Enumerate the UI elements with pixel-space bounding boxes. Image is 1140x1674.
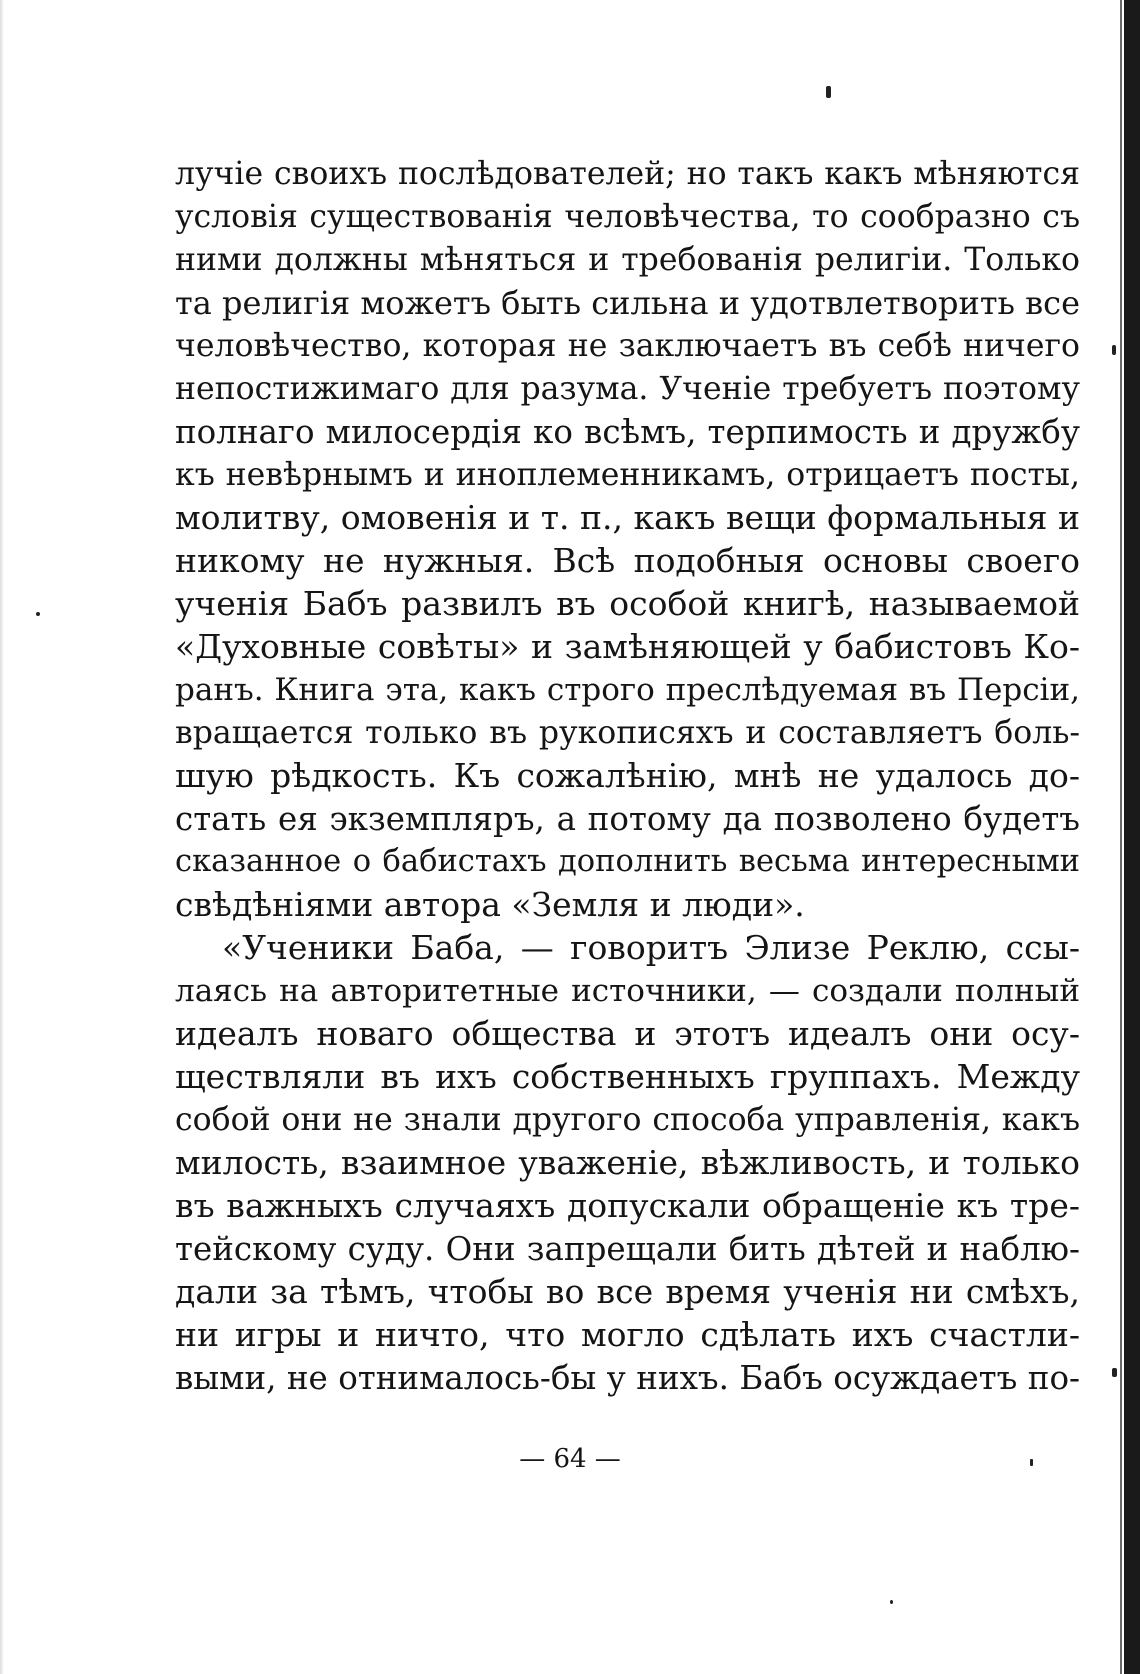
text-line: шую рѣдкость. Къ сожалѣнію, мнѣ не удалось до-: [175, 756, 1080, 795]
text-line: ними должны мѣняться и требованія религіи. Только: [175, 242, 1080, 278]
text-line: ученія Бабъ развилъ въ особой книгѣ, называемой: [175, 584, 1080, 623]
text-line: та религія можетъ быть сильна и удотвлетворить все: [175, 284, 1081, 322]
text-line: «Ученики Баба, — говоритъ Элизе Реклю, ссы-: [222, 928, 1080, 967]
page-number: — 64 —: [519, 1444, 621, 1474]
scan-speck: [826, 86, 831, 98]
text-line: «Духовные совѣты» и замѣняющей у бабистовъ Ко-: [175, 627, 1080, 666]
text-line: свѣдѣніями автора «Земля и люди».: [175, 885, 805, 924]
scan-edge-shadow: [1120, 0, 1122, 1674]
text-line: лучіе своихъ послѣдователей; но такъ какъ мѣняются: [175, 156, 1080, 192]
text-line: выми, не отнималось-бы у нихъ. Бабъ осуждаетъ по-: [175, 1359, 1080, 1397]
text-line: тейскому суду. Они запрещали бить дѣтей и наблю-: [175, 1230, 1080, 1268]
text-line: собой они не знали другого способа управленія, какъ: [175, 1102, 1080, 1138]
text-line: ранъ. Книга эта, какъ строго преслѣдуемая въ Персіи,: [175, 672, 1080, 708]
scan-edge-left: [0, 0, 4, 1674]
text-line: никому не нужныя. Всѣ подобныя основы своего: [175, 541, 1080, 580]
text-line: дали за тѣмъ, чтобы во все время ученія ни смѣхъ,: [175, 1272, 1080, 1311]
text-line: ни игры и ничто, что могло сдѣлать ихъ счастли-: [175, 1315, 1080, 1354]
text-line: непостижимаго для разума. Ученіе требуетъ поэтому: [175, 371, 1080, 407]
text-line: къ невѣрнымъ и иноплеменникамъ, отрицаетъ посты,: [175, 457, 1080, 493]
text-line: сказанное о бабистахъ дополнить весьма интересными: [175, 844, 1080, 879]
text-line: молитву, омовенія и т. п., какъ вещи формальныя и: [175, 498, 1080, 537]
text-line: ществляли въ ихъ собственныхъ группахъ. Между: [175, 1057, 1080, 1096]
scan-speck: [1112, 345, 1116, 355]
text-line: человѣчество, которая не заключаетъ въ себѣ ничего: [175, 328, 1080, 364]
text-line: идеалъ новаго общества и этотъ идеалъ они осу-: [175, 1014, 1080, 1053]
text-line: въ важныхъ случаяхъ допускали обращеніе къ тре-: [175, 1186, 1080, 1225]
text-line: вращается только въ рукописяхъ и составляетъ боль-: [175, 715, 1080, 751]
scan-edge-right: [1124, 0, 1140, 1674]
text-line: милость, взаимное уваженіе, вѣжливость, и только: [175, 1143, 1080, 1182]
scan-speck: [36, 612, 40, 616]
scan-speck: [1112, 1368, 1117, 1377]
text-line: стать ея экземпляръ, а потому да позволено будетъ: [175, 800, 1080, 838]
text-line: лаясь на авторитетные источники, — создали полный: [175, 973, 1080, 1009]
text-line: полнаго милосердія ко всѣмъ, терпимость и дружбу: [175, 413, 1080, 451]
scan-speck: [890, 1600, 893, 1604]
text-line: условія существованія человѣчества, то сообразно съ: [175, 199, 1080, 235]
